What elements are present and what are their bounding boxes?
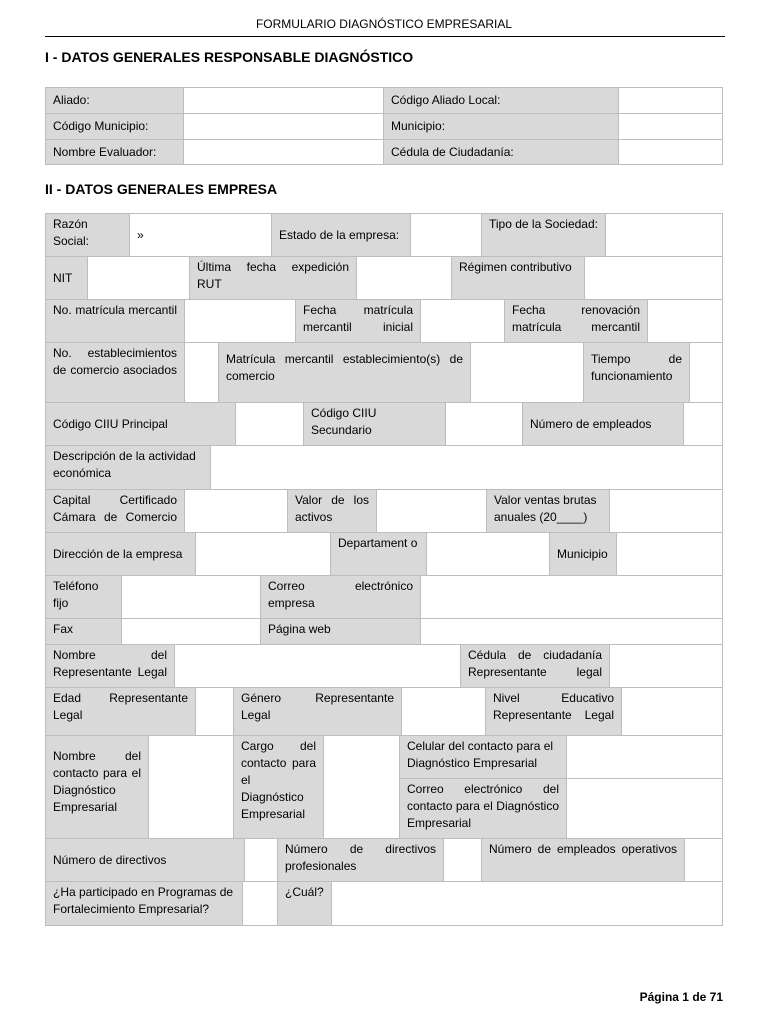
- field-cedula-representante[interactable]: [609, 644, 723, 688]
- field-correo-empresa[interactable]: [420, 575, 723, 619]
- label-telefono-fijo: Teléfono fijo: [45, 575, 122, 619]
- label-aliado: Aliado:: [45, 87, 184, 114]
- label-edad-representante: Edad Representante Legal: [45, 687, 196, 736]
- label-nombre-representante: Nombre del Representante Legal: [45, 644, 175, 688]
- label-codigo-municipio: Código Municipio:: [45, 113, 184, 140]
- label-no-establecimientos: No. establecimientos de comercio asociados: [45, 342, 185, 403]
- label-descripcion-actividad: Descripción de la actividad económica: [45, 445, 211, 490]
- field-nit[interactable]: [87, 256, 190, 300]
- label-direccion: Dirección de la empresa: [45, 532, 196, 576]
- label-valor-activos: Valor de los activos: [287, 489, 377, 533]
- field-no-matricula[interactable]: [184, 299, 296, 343]
- label-nombre-contacto: Nombre del contacto para el Diagnóstico Empresarial: [45, 735, 149, 839]
- label-municipio-responsable: Municipio:: [383, 113, 619, 140]
- field-programas-fortalecimiento[interactable]: [242, 881, 278, 926]
- label-cargo-contacto: Cargo del contacto para el Diagnóstico Empresarial: [233, 735, 324, 839]
- field-directivos-profesionales[interactable]: [443, 838, 482, 882]
- field-codigo-aliado-local[interactable]: [618, 87, 723, 114]
- field-nombre-evaluador[interactable]: [183, 139, 384, 165]
- label-cual: ¿Cuál?: [277, 881, 332, 926]
- field-fecha-matricula-inicial[interactable]: [420, 299, 505, 343]
- label-correo-empresa: Correo electrónico empresa: [260, 575, 421, 619]
- field-correo-contacto[interactable]: [566, 778, 723, 839]
- field-matricula-establecimientos[interactable]: [470, 342, 584, 403]
- label-no-matricula: No. matrícula mercantil: [45, 299, 185, 343]
- field-nombre-representante[interactable]: [174, 644, 461, 688]
- section-1-title: I - DATOS GENERALES RESPONSABLE DIAGNÓSTICO: [45, 49, 414, 65]
- section-2-title: II - DATOS GENERALES EMPRESA: [45, 181, 278, 197]
- field-valor-activos[interactable]: [376, 489, 487, 533]
- label-tipo-sociedad: Tipo de la Sociedad:: [481, 213, 606, 257]
- field-no-establecimientos[interactable]: [184, 342, 219, 403]
- field-fecha-renovacion[interactable]: [647, 299, 723, 343]
- label-celular-contacto: Celular del contacto para el Diagnóstico Empresarial: [399, 735, 567, 779]
- label-directivos-profesionales: Número de directivos profesionales: [277, 838, 444, 882]
- header-divider: [45, 36, 725, 37]
- field-telefono-fijo[interactable]: [121, 575, 261, 619]
- field-regimen-contributivo[interactable]: [584, 256, 723, 300]
- field-tiempo-funcionamiento[interactable]: [689, 342, 723, 403]
- field-direccion[interactable]: [195, 532, 331, 576]
- field-edad-representante[interactable]: [195, 687, 234, 736]
- label-nivel-educativo: Nivel Educativo Representante Legal: [485, 687, 622, 736]
- field-cargo-contacto[interactable]: [323, 735, 400, 839]
- label-ciiu-secundario: Código CIIU Secundario: [303, 402, 446, 446]
- field-valor-ventas[interactable]: [609, 489, 723, 533]
- field-pagina-web[interactable]: [420, 618, 723, 645]
- label-cedula-ciudadania: Cédula de Ciudadanía:: [383, 139, 619, 165]
- field-numero-directivos[interactable]: [244, 838, 278, 882]
- field-estado-empresa[interactable]: [410, 213, 482, 257]
- field-razon-social[interactable]: »: [129, 213, 272, 257]
- field-empleados-operativos[interactable]: [684, 838, 723, 882]
- label-nombre-evaluador: Nombre Evaluador:: [45, 139, 184, 165]
- label-numero-empleados: Número de empleados: [522, 402, 684, 446]
- field-municipio-responsable[interactable]: [618, 113, 723, 140]
- label-pagina-web: Página web: [260, 618, 421, 645]
- field-nombre-contacto[interactable]: [148, 735, 234, 839]
- field-ultima-fecha-rut[interactable]: [356, 256, 452, 300]
- label-ultima-fecha-rut: Última fecha expedición RUT: [189, 256, 357, 300]
- label-codigo-aliado-local: Código Aliado Local:: [383, 87, 619, 114]
- field-cual[interactable]: [331, 881, 723, 926]
- label-valor-ventas: Valor ventas brutas anuales (20____): [486, 489, 610, 533]
- label-capital-certificado: Capital Certificado Cámara de Comercio: [45, 489, 185, 533]
- label-numero-directivos: Número de directivos: [45, 838, 245, 882]
- label-municipio-empresa: Municipio: [549, 532, 617, 576]
- label-nit: NIT: [45, 256, 88, 300]
- label-tiempo-funcionamiento: Tiempo de funcionamiento: [583, 342, 690, 403]
- field-genero-representante[interactable]: [401, 687, 486, 736]
- field-ciiu-secundario[interactable]: [445, 402, 523, 446]
- label-fax: Fax: [45, 618, 122, 645]
- label-programas-fortalecimiento: ¿Ha participado en Programas de Fortalecimiento Empresarial?: [45, 881, 243, 926]
- field-aliado[interactable]: [183, 87, 384, 114]
- label-fecha-renovacion: Fecha renovación matrícula mercantil: [504, 299, 648, 343]
- field-nivel-educativo[interactable]: [621, 687, 723, 736]
- field-celular-contacto[interactable]: [566, 735, 723, 779]
- label-fecha-matricula-inicial: Fecha matrícula mercantil inicial: [295, 299, 421, 343]
- form-title: FORMULARIO DIAGNÓSTICO EMPRESARIAL: [255, 17, 513, 31]
- label-correo-contacto: Correo electrónico del contacto para el Diagnóstico Empresarial: [399, 778, 567, 839]
- label-matricula-establecimientos: Matrícula mercantil establecimiento(s) de comercio: [218, 342, 471, 403]
- field-capital-certificado[interactable]: [184, 489, 288, 533]
- field-tipo-sociedad[interactable]: [605, 213, 723, 257]
- label-departamento: Departament o: [330, 532, 427, 576]
- label-ciiu-principal: Código CIIU Principal: [45, 402, 236, 446]
- label-estado-empresa: Estado de la empresa:: [271, 213, 411, 257]
- field-municipio-empresa[interactable]: [616, 532, 723, 576]
- field-descripcion-actividad[interactable]: [210, 445, 723, 490]
- field-departamento[interactable]: [426, 532, 550, 576]
- label-genero-representante: Género Representante Legal: [233, 687, 402, 736]
- field-cedula-ciudadania[interactable]: [618, 139, 723, 165]
- field-numero-empleados[interactable]: [683, 402, 723, 446]
- label-cedula-representante: Cédula de ciudadanía Representante legal: [460, 644, 610, 688]
- page-number: Página 1 de 71: [639, 990, 723, 1004]
- label-razon-social: Razón Social:: [45, 213, 130, 257]
- field-codigo-municipio[interactable]: [183, 113, 384, 140]
- field-ciiu-principal[interactable]: [235, 402, 304, 446]
- label-empleados-operativos: Número de empleados operativos: [481, 838, 685, 882]
- field-fax[interactable]: [121, 618, 261, 645]
- label-regimen-contributivo: Régimen contributivo: [451, 256, 585, 300]
